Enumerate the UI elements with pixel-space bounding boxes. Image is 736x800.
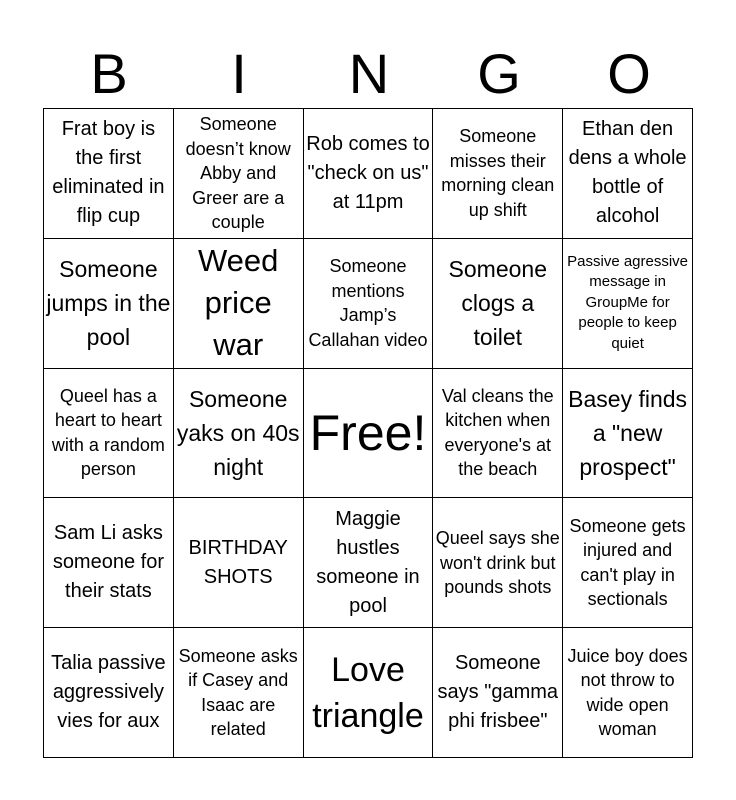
header-letter-i: I: [231, 42, 247, 105]
bingo-cell-2-2[interactable]: Weed price war: [174, 239, 304, 369]
bingo-cell-5-2[interactable]: Someone asks if Casey and Isaac are related: [174, 628, 304, 758]
bingo-cell-1-1[interactable]: Frat boy is the first eliminated in flip cup: [44, 109, 174, 239]
bingo-cell-1-3[interactable]: Rob comes to "check on us" at 11pm: [304, 109, 434, 239]
bingo-cell-3-4[interactable]: Val cleans the kitchen when everyone's at the beach: [433, 369, 563, 499]
bingo-cell-5-1[interactable]: Talia passive aggressively vies for aux: [44, 628, 174, 758]
bingo-cell-3-1[interactable]: Queel has a heart to heart with a random person: [44, 369, 174, 499]
bingo-header: [44, 44, 694, 104]
bingo-cell-2-1[interactable]: Someone jumps in the pool: [44, 239, 174, 369]
bingo-cell-1-5[interactable]: Ethan den dens a whole bottle of alcohol: [563, 109, 693, 239]
bingo-cell-2-3[interactable]: Someone mentions Jamp’s Callahan video: [304, 239, 434, 369]
bingo-grid: [43, 108, 693, 758]
bingo-cell-5-4[interactable]: Someone says "gamma phi frisbee": [433, 628, 563, 758]
bingo-cell-2-4[interactable]: Someone clogs a toilet: [433, 239, 563, 369]
bingo-cell-4-1[interactable]: Sam Li asks someone for their stats: [44, 498, 174, 628]
header-letter-o: O: [607, 42, 651, 105]
bingo-cell-2-5[interactable]: Passive agressive message in GroupMe for people to keep quiet: [563, 239, 693, 369]
bingo-cell-4-4[interactable]: Queel says she won't drink but pounds shots: [433, 498, 563, 628]
bingo-cell-3-2[interactable]: Someone yaks on 40s night: [174, 369, 304, 499]
header-letter-g: G: [477, 42, 521, 105]
bingo-cell-4-3[interactable]: Maggie hustles someone in pool: [304, 498, 434, 628]
bingo-cell-5-3[interactable]: Love triangle: [304, 628, 434, 758]
bingo-cell-3-5[interactable]: Basey finds a "new prospect": [563, 369, 693, 499]
bingo-cell-1-4[interactable]: Someone misses their morning clean up shift: [433, 109, 563, 239]
bingo-cell-4-2[interactable]: BIRTHDAY SHOTS: [174, 498, 304, 628]
bingo-cell-free[interactable]: Free!: [304, 369, 434, 499]
bingo-cell-4-5[interactable]: Someone gets injured and can't play in sectionals: [563, 498, 693, 628]
header-letter-b: B: [90, 42, 128, 105]
header-letter-n: N: [348, 42, 390, 105]
bingo-cell-5-5[interactable]: Juice boy does not throw to wide open woman: [563, 628, 693, 758]
bingo-cell-1-2[interactable]: Someone doesn’t know Abby and Greer are a couple: [174, 109, 304, 239]
